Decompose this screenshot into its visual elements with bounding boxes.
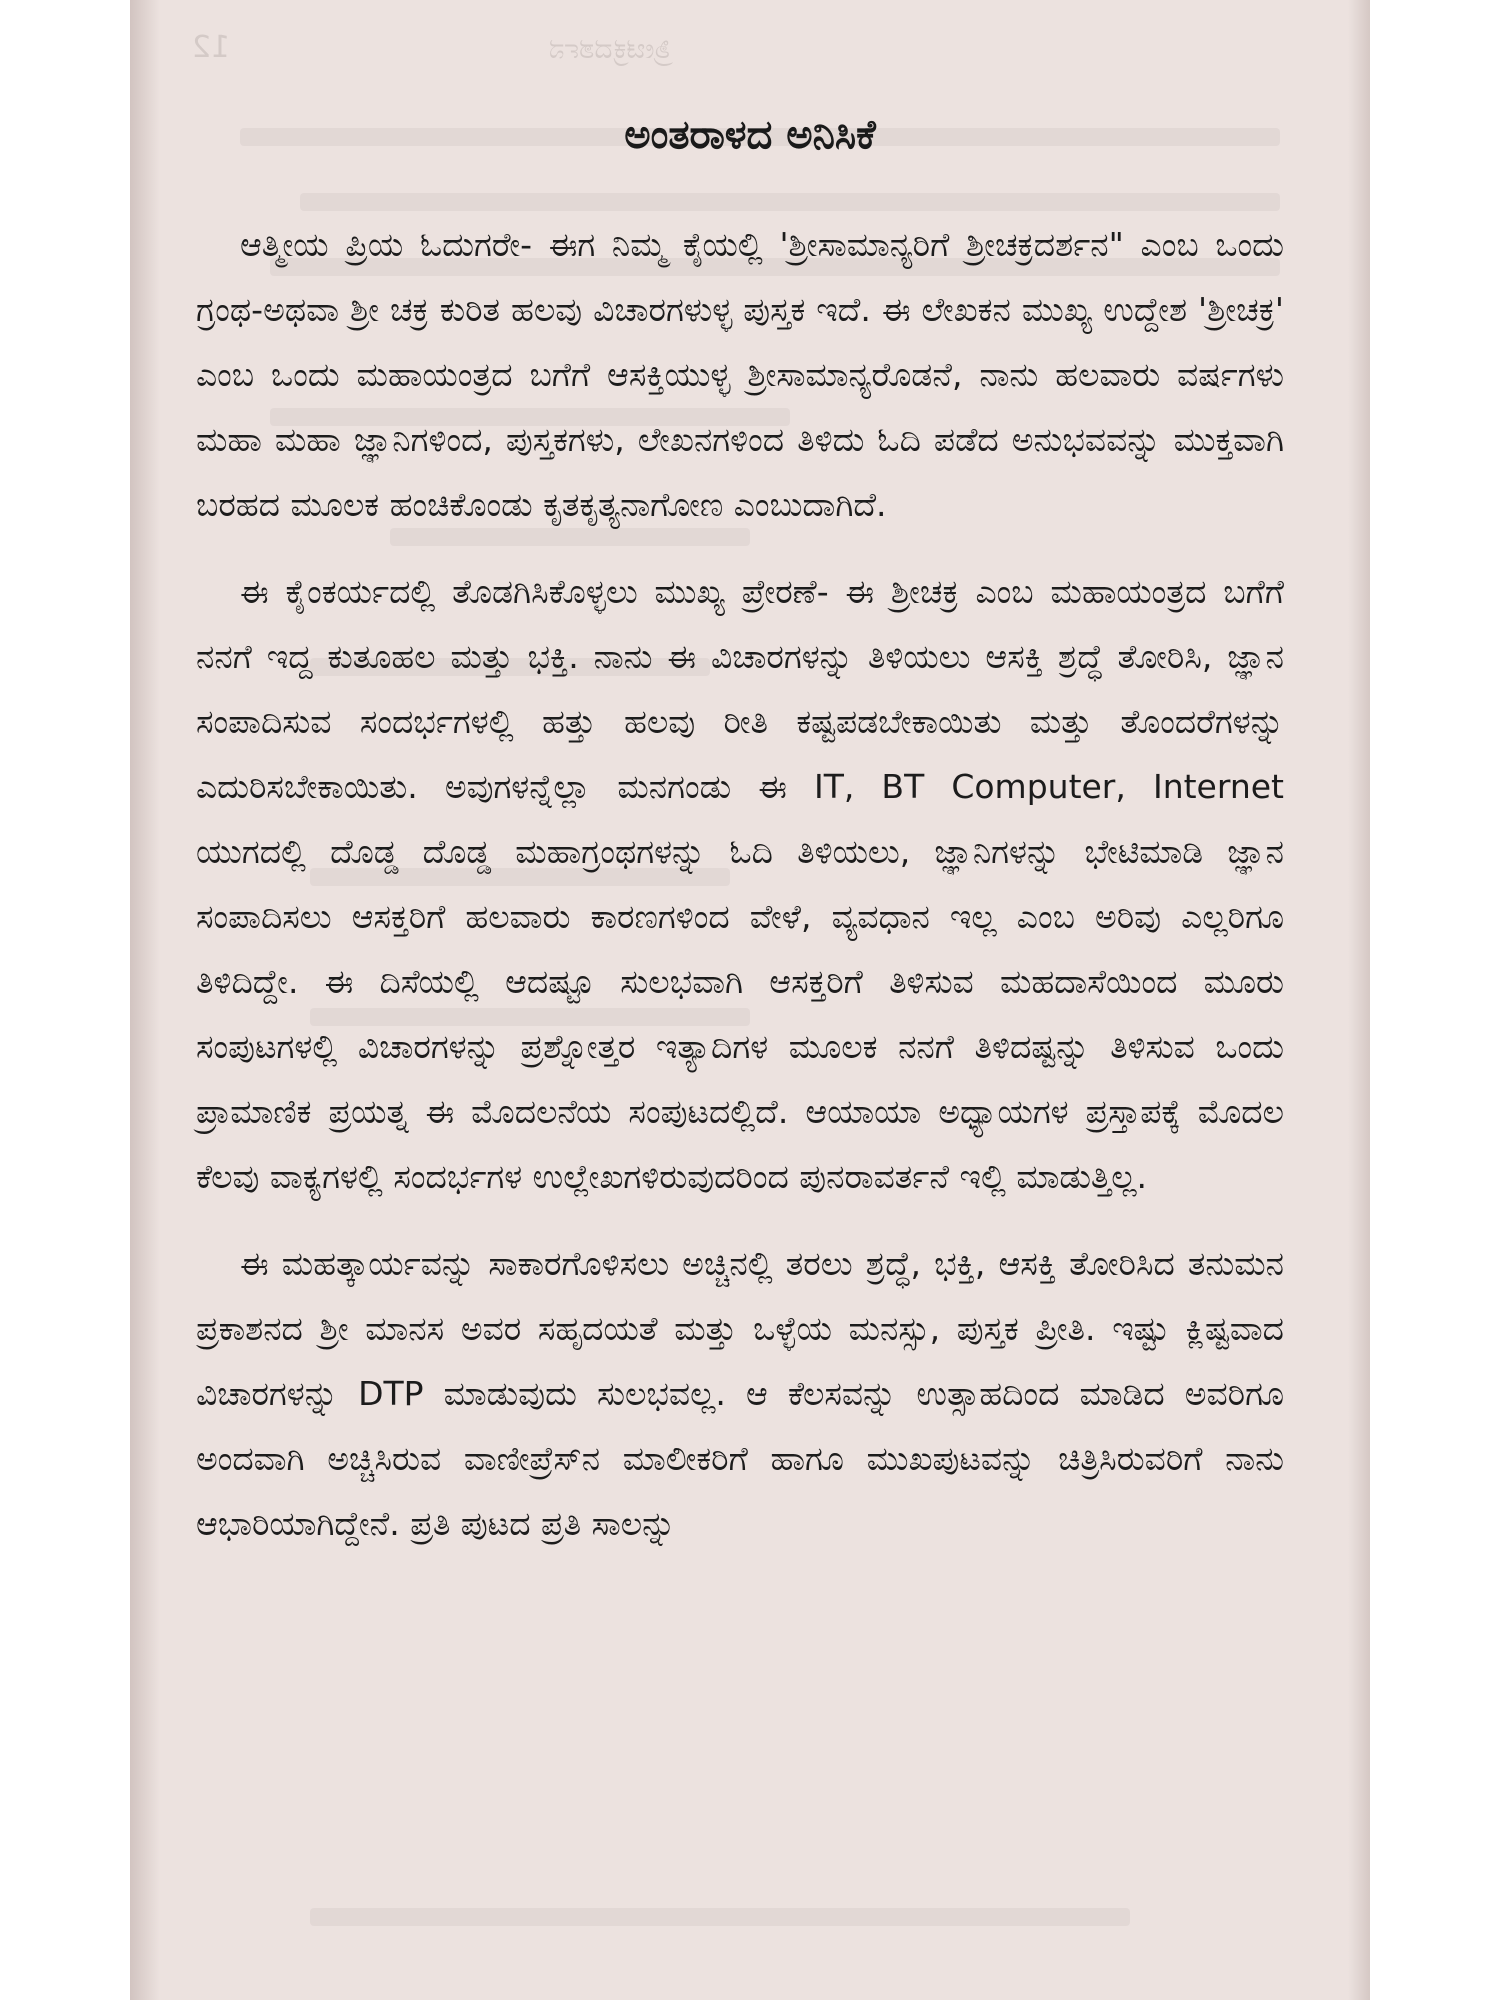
page-edge-shadow xyxy=(1348,0,1370,2000)
page-gutter-shadow xyxy=(130,0,160,2000)
ghost-text-line xyxy=(300,193,1280,211)
ghost-page-number: 12 xyxy=(191,30,230,65)
body-text xyxy=(196,212,1284,1578)
page-title: ಅಂತರಾಳದ ಅನಿಸಿಕೆ xyxy=(624,112,876,158)
paragraph: ಈ ಕೈಂಕರ್ಯದಲ್ಲಿ ತೊಡಗಿಸಿಕೊಳ್ಳಲು ಮುಖ್ಯ ಪ್ರೇರಣೆ- ಈ ಶ್ರೀಚಕ್ರ ಎಂಬ ಮಹಾಯಂತ್ರದ ಬಗೆಗೆ ನನಗೆ ಇದ್ದ ಕುತೂಹಲ ಮತ್ತು ಭಕ್ತಿ. ನಾನು ಈ ವಿಚಾರಗಳನ್ನು ತಿಳಿಯಲು ಆಸಕ್ತಿ ಶ್ರದ್ಧೆ ತೋರಿಸಿ, ಜ್ಞಾನ ಸಂಪಾದಿಸುವ ಸಂದರ್ಭಗಳಲ್ಲಿ ಹತ್ತು ಹಲವು ರೀತಿ ಕಷ್ಟಪಡಬೇಕಾಯಿತು ಮತ್ತು ತೊಂದರೆಗಳನ್ನು ಎದುರಿಸಬೇಕಾಯಿತು. ಅವುಗಳನ್ನೆಲ್ಲಾ ಮನಗಂಡು ಈ IT, BT Computer, Internet ಯುಗದಲ್ಲಿ ದೊಡ್ಡ ದೊಡ್ಡ ಮಹಾಗ್ರಂಥಗಳನ್ನು ಓದಿ ತಿಳಿಯಲು, ಜ್ಞಾನಿಗಳನ್ನು ಭೇಟಿಮಾಡಿ ಜ್ಞಾನ ಸಂಪಾದಿಸಲು ಆಸಕ್ತರಿಗೆ ಹಲವಾರು ಕಾರಣಗಳಿಂದ ವೇಳೆ, ವ್ಯವಧಾನ ಇಲ್ಲ ಎಂಬ ಅರಿವು ಎಲ್ಲರಿಗೂ ತಿಳಿದಿದ್ದೇ. ಈ ದಿಸೆಯಲ್ಲಿ ಆದಷ್ಟೂ ಸುಲಭವಾಗಿ ಆಸಕ್ತರಿಗೆ ತಿಳಿಸುವ ಮಹದಾಸೆಯಿಂದ ಮೂರು ಸಂಪುಟಗಳಲ್ಲಿ ವಿಚಾರಗಳನ್ನು ಪ್ರಶ್ನೋತ್ತರ ಇತ್ಯಾದಿಗಳ ಮೂಲಕ ನನಗೆ ತಿಳಿದಷ್ಟನ್ನು ತಿಳಿಸುವ ಒಂದು ಪ್ರಾಮಾಣಿಕ ಪ್ರಯತ್ನ ಈ ಮೊದಲನೆಯ ಸಂಪುಟದಲ್ಲಿದೆ. ಆಯಾಯಾ ಅಧ್ಯಾಯಗಳ ಪ್ರಸ್ತಾಪಕ್ಕೆ ಮೊದಲ ಕೆಲವು ವಾಕ್ಯಗಳಲ್ಲಿ ಸಂದರ್ಭಗಳ ಉಲ್ಲೇಖಗಳಿರುವುದರಿಂದ ಪುನರಾವರ್ತನೆ ಇಲ್ಲಿ ಮಾಡುತ್ತಿಲ್ಲ. xyxy=(196,572,1284,1196)
paragraph: ಈ ಮಹತ್ಕಾರ್ಯವನ್ನು ಸಾಕಾರಗೊಳಿಸಲು ಅಚ್ಚಿನಲ್ಲಿ ತರಲು ಶ್ರದ್ಧೆ, ಭಕ್ತಿ, ಆಸಕ್ತಿ ತೋರಿಸಿದ ತನುಮನ ಪ್ರಕಾಶನದ ಶ್ರೀ ಮಾನಸ ಅವರ ಸಹೃದಯತೆ ಮತ್ತು ಒಳ್ಳೆಯ ಮನಸ್ಸು, ಪುಸ್ತಕ ಪ್ರೀತಿ. ಇಷ್ಟು ಕ್ಲಿಷ್ಟವಾದ ವಿಚಾರಗಳನ್ನು DTP ಮಾಡುವುದು ಸುಲಭವಲ್ಲ. ಆ ಕೆಲಸವನ್ನು ಉತ್ಸಾಹದಿಂದ ಮಾಡಿದ ಅವರಿಗೂ ಅಂದವಾಗಿ ಅಚ್ಚಿಸಿರುವ ವಾಣೀಪ್ರೆಸ್‌ನ ಮಾಲೀಕರಿಗೆ ಹಾಗೂ ಮುಖಪುಟವನ್ನು ಚಿತ್ರಿಸಿರುವರಿಗೆ ನಾನು ಆಭಾರಿಯಾಗಿದ್ದೇನೆ. ಪ್ರತಿ ಪುಟದ ಪ್ರತಿ ಸಾಲನ್ನು xyxy=(196,1244,1284,1543)
ghost-running-header: ಶ್ರೀಚಕ್ರದರ್ಶನ xyxy=(548,32,670,65)
book-page xyxy=(130,0,1370,2000)
ghost-text-line xyxy=(310,1908,1130,1926)
paragraph: ಆತ್ಮೀಯ ಪ್ರಿಯ ಓದುಗರೇ- ಈಗ ನಿಮ್ಮ ಕೈಯಲ್ಲಿ 'ಶ್ರೀಸಾಮಾನ್ಯರಿಗೆ ಶ್ರೀಚಕ್ರದರ್ಶನ" ಎಂಬ ಒಂದು ಗ್ರಂಥ-ಅಥವಾ ಶ್ರೀ ಚಕ್ರ ಕುರಿತ ಹಲವು ವಿಚಾರಗಳುಳ್ಳ ಪುಸ್ತಕ ಇದೆ. ಈ ಲೇಖಕನ ಮುಖ್ಯ ಉದ್ದೇಶ 'ಶ್ರೀಚಕ್ರ' ಎಂಬ ಒಂದು ಮಹಾಯಂತ್ರದ ಬಗೆಗೆ ಆಸಕ್ತಿಯುಳ್ಳ ಶ್ರೀಸಾಮಾನ್ಯರೊಡನೆ, ನಾನು ಹಲವಾರು ವರ್ಷಗಳು ಮಹಾ ಮಹಾ ಜ್ಞಾನಿಗಳಿಂದ, ಪುಸ್ತಕಗಳು, ಲೇಖನಗಳಿಂದ ತಿಳಿದು ಓದಿ ಪಡೆದ ಅನುಭವವನ್ನು ಮುಕ್ತವಾಗಿ ಬರಹದ ಮೂಲಕ ಹಂಚಿಕೊಂಡು ಕೃತಕೃತ್ಯನಾಗೋಣ ಎಂಬುದಾಗಿದೆ. xyxy=(196,225,1284,524)
